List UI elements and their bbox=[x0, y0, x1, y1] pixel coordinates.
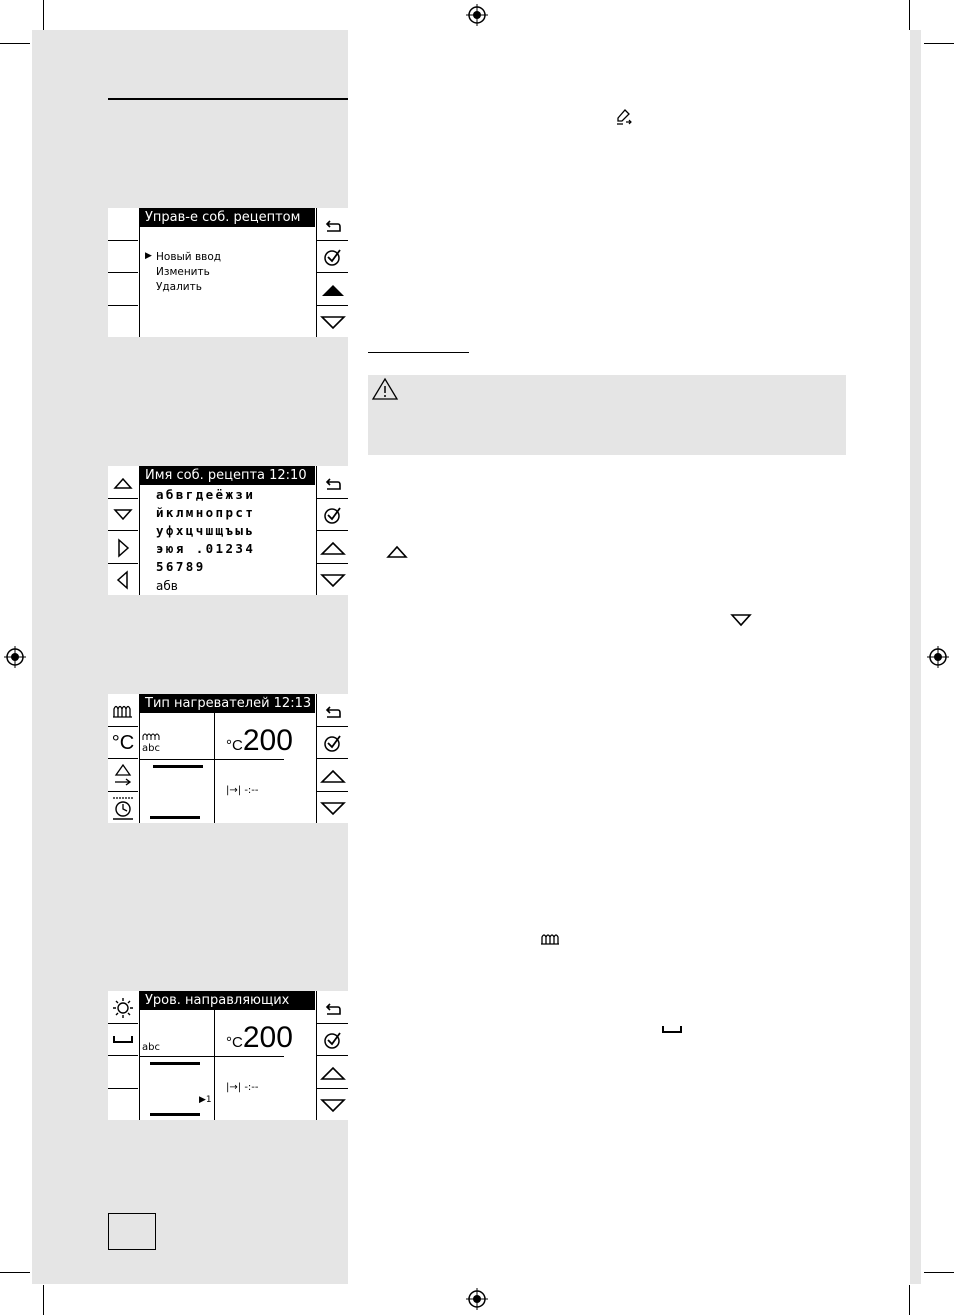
time-mode-button[interactable] bbox=[108, 760, 138, 791]
screen-body bbox=[139, 466, 315, 595]
confirm-button[interactable] bbox=[317, 728, 348, 758]
rack-level-indicator: ▶1 bbox=[199, 1095, 212, 1105]
back-icon bbox=[324, 476, 342, 492]
crop-mark bbox=[43, 1285, 44, 1315]
down-arrow-icon bbox=[730, 612, 752, 628]
light-icon bbox=[112, 997, 134, 1019]
up-button[interactable] bbox=[317, 532, 348, 563]
oven-bottom-rack bbox=[150, 1113, 200, 1116]
down-button[interactable] bbox=[317, 565, 348, 595]
confirm-button[interactable] bbox=[317, 242, 348, 272]
heater-icon bbox=[540, 932, 562, 946]
crop-mark bbox=[0, 43, 30, 44]
up-arrow-icon bbox=[320, 540, 346, 556]
confirm-icon bbox=[323, 247, 343, 267]
page-number-box bbox=[108, 1213, 156, 1250]
registration-mark-icon bbox=[466, 4, 488, 26]
heater-small-icon bbox=[142, 732, 166, 741]
section-rule bbox=[108, 98, 348, 100]
screen-recipe-manage bbox=[108, 208, 348, 337]
crop-mark bbox=[43, 0, 44, 30]
menu-item-delete[interactable]: Удалить bbox=[156, 281, 202, 293]
name-input[interactable]: абв bbox=[156, 579, 178, 593]
warning-icon bbox=[371, 377, 399, 401]
back-button[interactable] bbox=[317, 470, 348, 498]
confirm-button[interactable] bbox=[317, 500, 348, 530]
alphabet-row[interactable]: 56789 bbox=[156, 559, 206, 574]
screen-body bbox=[139, 991, 315, 1120]
section-underline bbox=[368, 352, 469, 353]
alphabet-row[interactable]: уфхцчшщъыь bbox=[156, 523, 256, 538]
warning-box bbox=[368, 375, 846, 455]
left-arrow-icon bbox=[116, 570, 130, 590]
down-arrow-icon bbox=[320, 572, 346, 588]
confirm-icon bbox=[323, 505, 343, 525]
time-display[interactable]: |→| -:-- bbox=[226, 785, 259, 796]
screen-rack-level bbox=[108, 991, 348, 1120]
up-arrow-icon bbox=[320, 768, 346, 784]
alphabet-row[interactable]: йклмнопрст bbox=[156, 505, 256, 520]
temperature-display[interactable]: °C200 bbox=[226, 1021, 293, 1054]
oven-top-rack bbox=[153, 765, 203, 768]
timer-button[interactable] bbox=[108, 793, 138, 823]
rack-level-icon bbox=[111, 1034, 135, 1046]
screen-title: Уров. направляющих bbox=[140, 991, 315, 1010]
end-time-icon: |→| bbox=[226, 785, 242, 796]
down-button[interactable] bbox=[317, 793, 348, 823]
back-button[interactable] bbox=[317, 995, 348, 1023]
screen-heater-type bbox=[108, 694, 348, 823]
confirm-button[interactable] bbox=[317, 1025, 348, 1055]
edit-recipe-icon bbox=[614, 106, 634, 126]
oven-top-rack bbox=[150, 1062, 200, 1065]
down-arrow-icon bbox=[320, 800, 346, 816]
left-up-button[interactable] bbox=[108, 468, 138, 498]
down-button[interactable] bbox=[317, 307, 348, 337]
end-time-icon: |→| bbox=[226, 1082, 242, 1093]
heater-mode-button[interactable] bbox=[108, 696, 138, 726]
rack-level-icon bbox=[660, 1024, 684, 1036]
recipe-label: abc bbox=[142, 1042, 160, 1053]
heater-icon bbox=[112, 703, 134, 719]
temperature-display[interactable]: °C200 bbox=[226, 724, 293, 757]
right-arrow-icon bbox=[116, 538, 130, 558]
back-button[interactable] bbox=[317, 698, 348, 726]
up-button[interactable] bbox=[317, 274, 348, 305]
heater-label: abc bbox=[142, 743, 160, 754]
up-button[interactable] bbox=[317, 1057, 348, 1088]
timer-forward-icon bbox=[112, 763, 134, 789]
down-arrow-icon bbox=[320, 314, 346, 330]
right-button[interactable] bbox=[108, 532, 138, 563]
crop-mark bbox=[909, 0, 910, 30]
screen-body bbox=[139, 694, 315, 823]
up-button[interactable] bbox=[317, 760, 348, 791]
selection-pointer-icon: ▶ bbox=[145, 251, 152, 261]
left-down-button[interactable] bbox=[108, 500, 138, 530]
screen-title: Тип нагревателей 12:13 bbox=[140, 694, 315, 713]
crop-mark bbox=[924, 1272, 954, 1273]
crop-mark bbox=[909, 1285, 910, 1315]
up-arrow-filled-icon bbox=[320, 282, 346, 298]
rack-level-button[interactable] bbox=[108, 1025, 138, 1055]
celsius-icon: °C bbox=[111, 731, 135, 754]
screen-recipe-name bbox=[108, 466, 348, 595]
screen-body bbox=[139, 208, 315, 337]
screen-title: Управ-е соб. рецептом bbox=[140, 208, 315, 227]
confirm-icon bbox=[323, 733, 343, 753]
registration-mark-icon bbox=[4, 646, 26, 668]
menu-item-edit[interactable]: Изменить bbox=[156, 266, 210, 278]
left-button[interactable] bbox=[108, 565, 138, 595]
down-arrow-icon bbox=[320, 1097, 346, 1113]
up-arrow-icon bbox=[386, 544, 408, 560]
up-arrow-icon bbox=[320, 1065, 346, 1081]
confirm-icon bbox=[323, 1030, 343, 1050]
oven-bottom-rack bbox=[150, 816, 200, 819]
down-button[interactable] bbox=[317, 1090, 348, 1120]
back-icon bbox=[324, 218, 342, 234]
alphabet-row[interactable]: эюя .01234 bbox=[156, 541, 256, 556]
up-arrow-icon bbox=[113, 476, 133, 490]
time-display[interactable]: |→| -:-- bbox=[226, 1082, 259, 1093]
crop-mark bbox=[924, 43, 954, 44]
crop-mark bbox=[0, 1272, 30, 1273]
back-icon bbox=[324, 1001, 342, 1017]
alarm-clock-icon bbox=[111, 795, 135, 821]
light-button[interactable] bbox=[108, 993, 138, 1023]
temperature-button[interactable] bbox=[108, 728, 138, 758]
down-arrow-icon bbox=[113, 508, 133, 522]
menu-item-new[interactable]: ▶ Новый ввод bbox=[145, 251, 222, 263]
back-icon bbox=[324, 704, 342, 720]
screen-title: Имя соб. рецепта 12:10 bbox=[140, 466, 315, 485]
back-button[interactable] bbox=[317, 212, 348, 240]
registration-mark-icon bbox=[927, 646, 949, 668]
registration-mark-icon bbox=[466, 1288, 488, 1310]
alphabet-row[interactable]: абвгдеёжзи bbox=[156, 487, 256, 502]
right-gray-strip bbox=[910, 30, 921, 1284]
